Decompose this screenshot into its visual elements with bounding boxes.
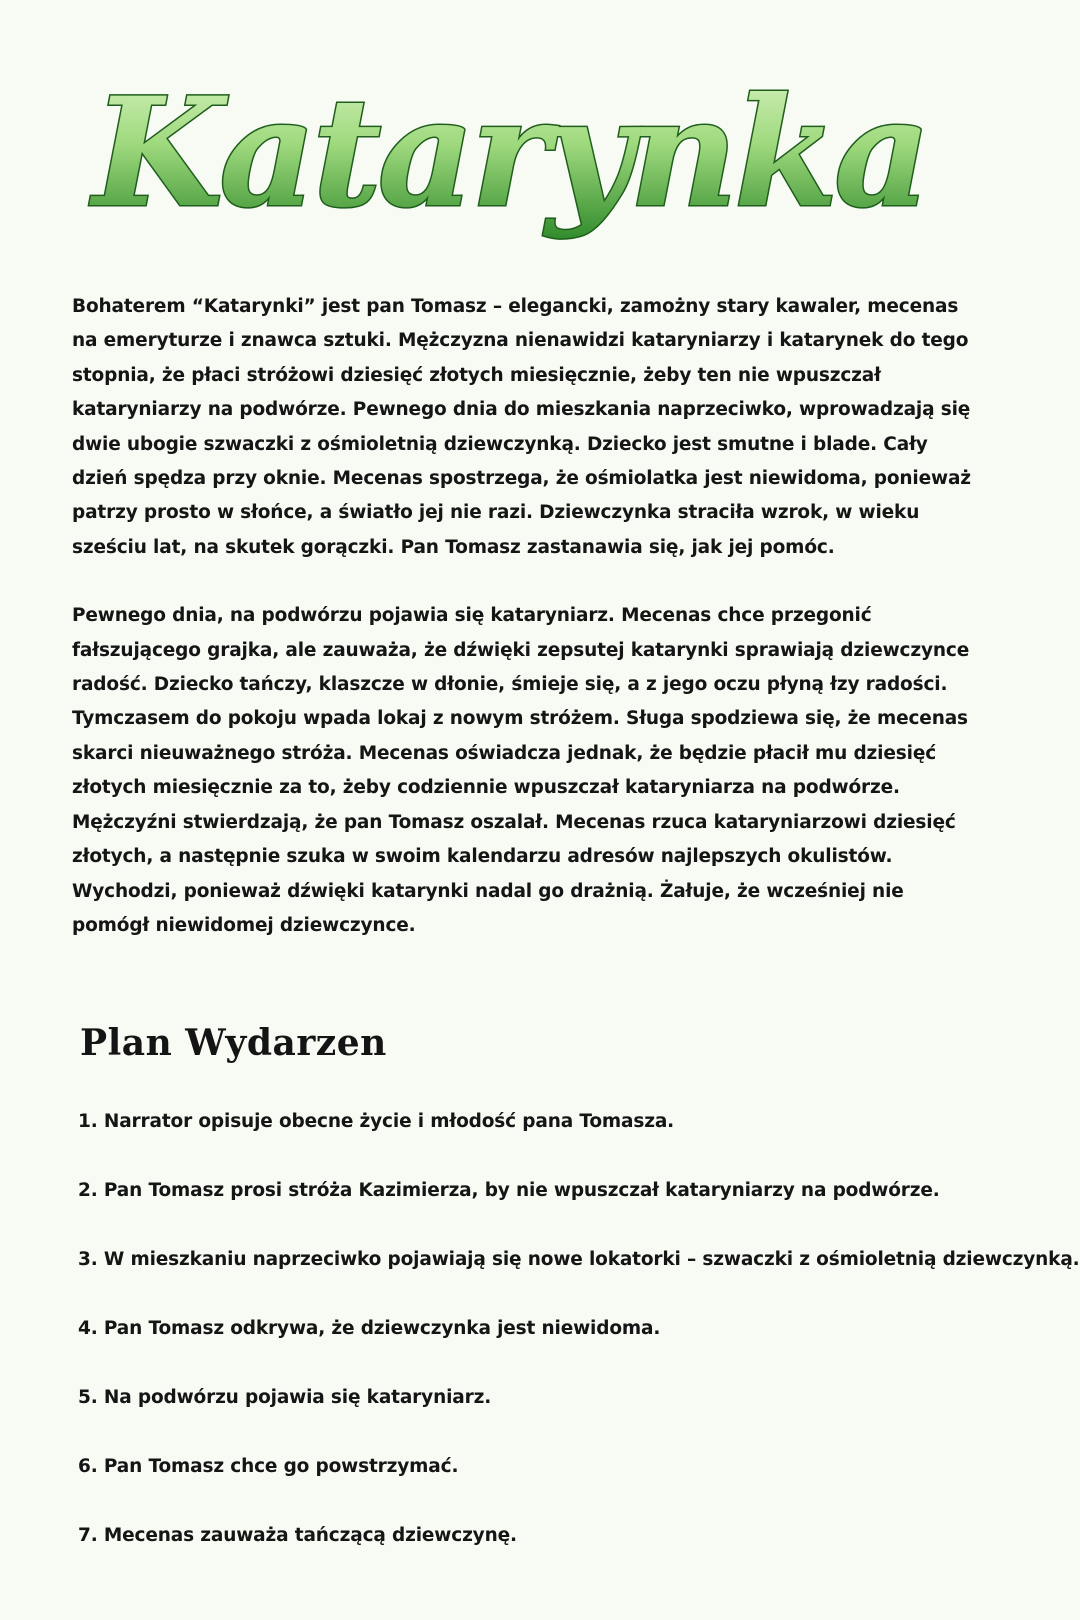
summary-section <box>72 290 972 977</box>
plan-item: 1. Narrator opisuje obecne życie i młodość pana Tomasza. <box>78 1111 675 1132</box>
title-logo <box>80 40 940 260</box>
plan-item: 5. Na podwórzu pojawia się kataryniarz. <box>78 1387 492 1408</box>
plan-item: 4. Pan Tomasz odkrywa, że dziewczynka jest niewidoma. <box>78 1318 661 1339</box>
plan-list <box>78 1108 1080 1591</box>
title-wordmark <box>80 40 940 260</box>
plan-item: 6. Pan Tomasz chce go powstrzymać. <box>78 1456 459 1477</box>
page-title: Katarynka <box>92 65 928 241</box>
plan-item: 3. W mieszkaniu naprzeciwko pojawiają się nowe lokatorki – szwaczki z ośmioletnią dziewczynką. <box>78 1249 1080 1270</box>
plan-heading: Plan Wydarzen <box>80 1022 387 1064</box>
summary-paragraph-2: Pewnego dnia, na podwórzu pojawia się kataryniarz. Mecenas chce przegonić fałszującego grajka, ale zauważa, że dźwięki zepsutej katarynki sprawiają dziewczynce radość. Dziecko tańczy, klaszcze w dłonie, śmieje się, a z jego oczu płyną łzy radości. Tymczasem do pokoju wpada lokaj z nowym stróżem. Sługa spodziewa się, że mecenas skarci nieuważnego stróża. Mecenas oświadcza jednak, że będzie płacił mu dziesięć złotych miesięcznie za to, żeby codziennie wpuszczał kataryniarza na podwórze. Mężczyźni stwierdzają, że pan Tomasz oszalał. Mecenas rzuca kataryniarzowi dziesięć złotych, a następnie szuka w swoim kalendarzu adresów najlepszych okulistów. Wychodzi, ponieważ dźwięki katarynki nadal go drażnią. Żałuje, że wcześniej nie pomógł niewidomej dziewczynce. <box>72 605 970 936</box>
summary-paragraph-1: Bohaterem “Katarynki” jest pan Tomasz – elegancki, zamożny stary kawaler, mecenas na emeryturze i znawca sztuki. Mężczyzna nienawidzi kataryniarzy i katarynek do tego stopnia, że płaci stróżowi dziesięć złotych miesięcznie, żeby ten nie wpuszczał kataryniarzy na podwórze. Pewnego dnia do mieszkania naprzeciwko, wprowadzają się dwie ubogie szwaczki z ośmioletnią dziewczynką. Dziecko jest smutne i blade. Cały dzień spędza przy oknie. Mecenas spostrzega, że ośmiolatka jest niewidoma, ponieważ patrzy prosto w słońce, a światło jej nie razi. Dziewczynka straciła wzrok, w wieku sześciu lat, na skutek gorączki. Pan Tomasz zastanawia się, jak jej pomóc. <box>72 296 971 558</box>
plan-item: 7. Mecenas zauważa tańczącą dziewczynę. <box>78 1525 517 1546</box>
plan-item: 2. Pan Tomasz prosi stróża Kazimierza, by nie wpuszczał kataryniarzy na podwórze. <box>78 1180 940 1201</box>
